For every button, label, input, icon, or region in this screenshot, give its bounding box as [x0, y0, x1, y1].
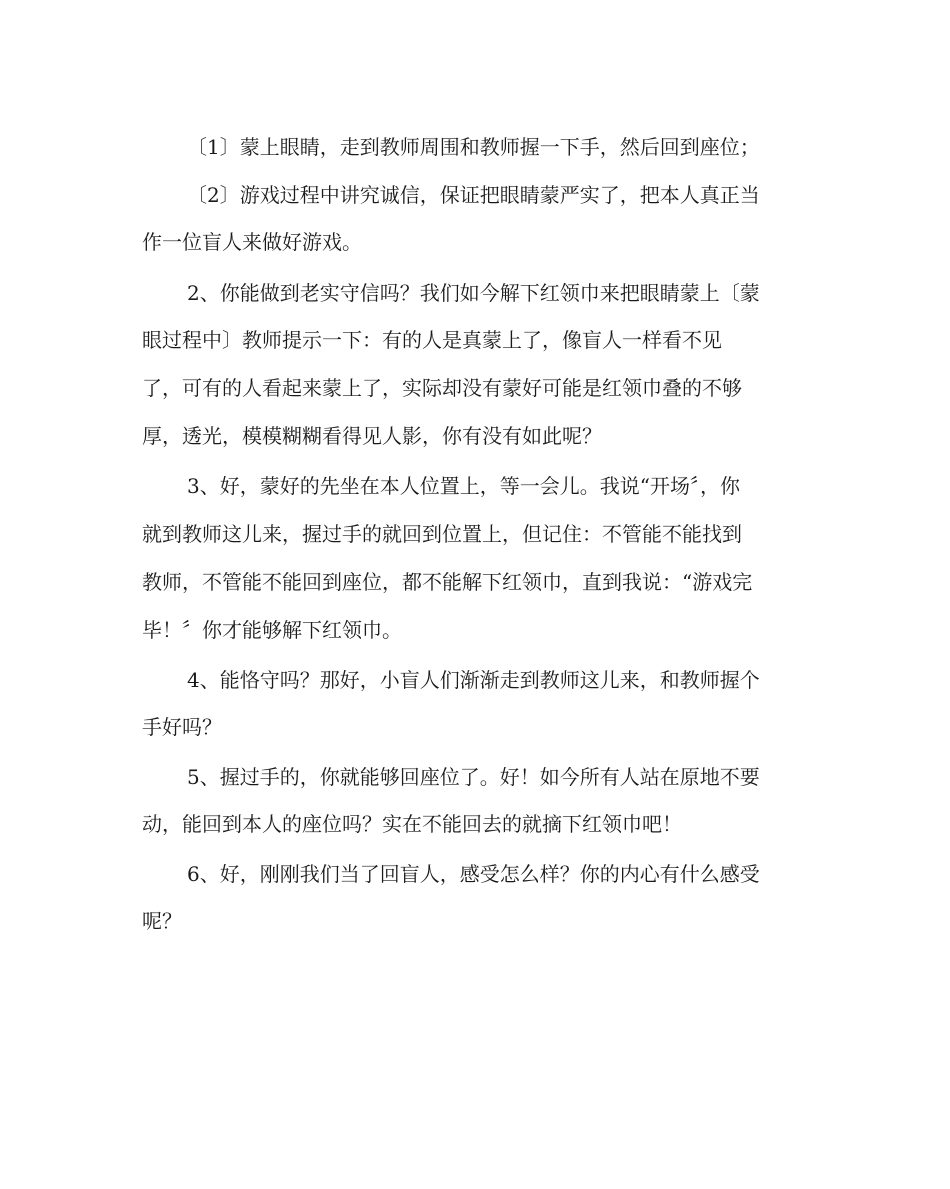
paragraph-line: 5、握过手的，你就能够回座位了。好！如今所有人站在原地不要 — [187, 765, 760, 789]
paragraph-line: 教师，不管能不能回到座位，都不能解下红领巾，直到我说：“游戏完 — [142, 570, 753, 594]
paragraph-line: 就到教师这儿来，握过手的就回到位置上，但记住：不管能不能找到 — [142, 522, 742, 546]
paragraph-line: 了，可有的人看起来蒙上了，实际却没有蒙好可能是红领巾叠的不够 — [142, 376, 742, 400]
paragraph-line: 6、好，刚刚我们当了回盲人，感受怎么样？你的内心有什么感受 — [187, 862, 760, 886]
paragraph-line: 〔1〕蒙上眼睛，走到教师周围和教师握一下手，然后回到座位； — [187, 135, 760, 159]
paragraph-line: 2、你能做到老实守信吗？我们如今解下红领巾来把眼睛蒙上〔蒙 — [187, 281, 760, 305]
paragraph-line: 手好吗？ — [142, 715, 222, 739]
paragraph-line: 3、好，蒙好的先坐在本人位置上，等一会儿。我说“开场〞，你 — [187, 474, 740, 498]
paragraph-line: 4、能恪守吗？那好，小盲人们渐渐走到教师这儿来，和教师握个 — [187, 668, 760, 692]
paragraph-line: 〔2〕游戏过程中讲究诚信，保证把眼睛蒙严实了，把本人真正当 — [187, 183, 760, 207]
paragraph-line: 呢？ — [142, 909, 182, 933]
paragraph-line: 作一位盲人来做好游戏。 — [142, 230, 362, 254]
paragraph-line: 动，能回到本人的座位吗？实在不能回去的就摘下红领巾吧！ — [142, 812, 682, 836]
paragraph-line: 厚，透光，模模糊糊看得见人影，你有没有如此呢？ — [142, 424, 602, 448]
paragraph-line: 毕！〞你才能够解下红领巾。 — [142, 618, 402, 642]
paragraph-line: 眼过程中〕教师提示一下：有的人是真蒙上了，像盲人一样看不见 — [142, 328, 722, 352]
